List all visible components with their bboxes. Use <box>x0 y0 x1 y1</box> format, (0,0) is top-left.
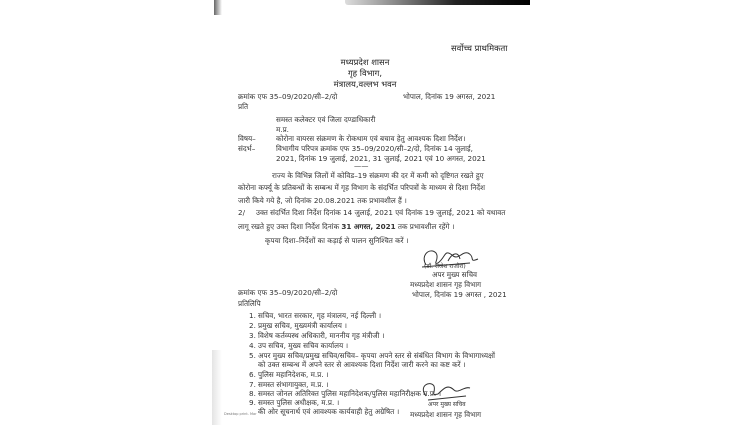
copy-closing: की ओर सूचनार्थ एवं आवश्यक कार्यवाही हेतु अग्रेषित । <box>258 407 400 416</box>
header-line-1: मध्यप्रदेश शासन <box>340 57 390 67</box>
reference-number: क्रमांक एफ 35–09/2020/सी–2/दो <box>238 92 338 101</box>
copy-item-number: 2. <box>249 321 256 330</box>
signature-2-department: मध्यप्रदेश शासन गृह विभाग <box>410 410 482 419</box>
addressee-line-2: म.प्र. <box>276 125 289 134</box>
scan-edge-shadow <box>212 350 222 425</box>
copy-item-text: प्रमुख सचिव, मुख्यमंत्री कार्यालय । <box>258 321 347 330</box>
place-date: भोपाल, दिनांक 19 अगस्त, 2021 <box>403 92 496 101</box>
signature-1-designation: अपर मुख्य सचिव <box>432 270 478 279</box>
copy-item-text-continued: को उक्त सम्बन्ध में अपने स्तर से आवश्यक दिशा निर्देश जारी करने का कष्ट करें । <box>258 360 466 369</box>
para2-number: 2/ <box>238 208 245 217</box>
footer-text: Desktop print. Mar <box>224 412 257 416</box>
reference-label: संदर्भ– <box>238 144 256 153</box>
copy-item-text: अपर मुख्य सचिव/प्रमुख सचिव/सचिव– कृपया अपने स्तर से संबंधित विभाग के विभागाध्यक्षों <box>258 351 495 360</box>
reference-line-2: 2021, दिनांक 19 जुलाई, 2021, 31 जुलाई, 2021 एवं 10 अगस्त, 2021 <box>276 154 486 163</box>
copy-item-text: समस्त जोनल अतिरिक्त पुलिस महानिदेशक/पुलिस महानिरीक्षक म.प्र. । <box>258 389 442 398</box>
prati-label: प्रति <box>238 102 249 111</box>
subject-label: विषय– <box>238 134 256 143</box>
divider: —— <box>354 161 369 170</box>
signature-1-name: (डॉ. राजेश राजौरा) <box>424 263 466 270</box>
reference-line-1: विभागीय परिपत्र क्रमांक एफ 35–09/2020/सी–2/दो, दिनांक 14 जुलाई, <box>276 144 473 153</box>
scan-edge-shadow <box>345 0 530 5</box>
para1-line-2: कोरोना कर्फ्यू के प्रतिबन्धों के सम्बन्ध में गृह विभाग के संदर्भित परिपत्रों के माध्यम से दिशा निर्देश <box>238 183 485 192</box>
para2-line-1: उक्त संदर्भित दिशा निर्देश दिनांक 14 जुलाई, 2021 एवं दिनांक 19 जुलाई, 2021 को यथावत <box>256 208 506 217</box>
para3: कृपया दिशा–निर्देशों का कड़ाई से पालन सुनिश्चित करें । <box>265 236 409 245</box>
place-date-2: भोपाल, दिनांक 19 अगस्त , 2021 <box>412 290 507 299</box>
signature-1-department: मध्यप्रदेश शासन गृह विभाग <box>410 280 482 289</box>
priority-label: सर्वोच्च प्राथमिकता <box>451 43 508 53</box>
addressee-line-1: समस्त कलेक्टर एवं जिला दण्डाधिकारी <box>276 115 376 124</box>
header-line-3: मंत्रालय,वल्लभ भवन <box>333 79 397 89</box>
header-line-2: गृह विभाग, <box>347 68 383 78</box>
copy-item-text: उप सचिव, मुख्य सचिव कार्यालय । <box>258 341 349 350</box>
copy-item-number: 7. <box>249 380 256 389</box>
para1-line-3: जारी किये गये है, जो दिनांक 20.08.2021 तक प्रभावशील हैं । <box>238 196 407 205</box>
subject-text: कोरोना वायरस संक्रमण के रोकथाम एवं बचाव हेतु आवश्यक दिशा निर्देश। <box>276 134 466 143</box>
copy-item-text: समस्त संभागायुक्त, म.प्र. । <box>258 380 329 389</box>
copy-item-number: 4. <box>249 341 256 350</box>
copy-item-number: 6. <box>249 370 256 379</box>
copy-item-text: सचिव, भारत सरकार, गृह मंत्रालय, नई दिल्ली । <box>258 311 382 320</box>
scan-edge-shadow <box>214 0 222 15</box>
copy-item-text: पुलिस महानिदेशक, म.प्र. । <box>258 370 329 379</box>
reference-number-2: क्रमांक एफ 35–09/2020/सी–2/दो <box>238 288 338 297</box>
copy-item-text: विशेष कर्तव्यस्थ अधिकारी, माननीय गृह मंत्रीजी । <box>258 331 385 340</box>
copy-item-number: 1. <box>249 311 256 320</box>
copy-item-text: समस्त पुलिस अधीक्षक, म.प्र. । <box>258 398 340 407</box>
copy-item-number: 5. <box>249 351 256 360</box>
signature-2-designation: अपर मुख्य सचिव <box>428 401 466 408</box>
para2-line-2: लागू रखते हुए उक्त दिशा निर्देश दिनांक 31 अगस्त, 2021 तक प्रभावशील रहेंगे । <box>238 222 455 231</box>
copy-item-number: 3. <box>249 331 256 340</box>
para1-line-1: राज्य के विभिन्न जिलों में कोविड–19 संक्रमण की दर में कमी को दृष्टिगत रखते हुए <box>272 171 484 180</box>
copy-to-label: प्रतिलिपि <box>238 299 261 308</box>
copy-item-number: 9. <box>249 398 256 407</box>
copy-item-number: 8. <box>249 389 256 398</box>
